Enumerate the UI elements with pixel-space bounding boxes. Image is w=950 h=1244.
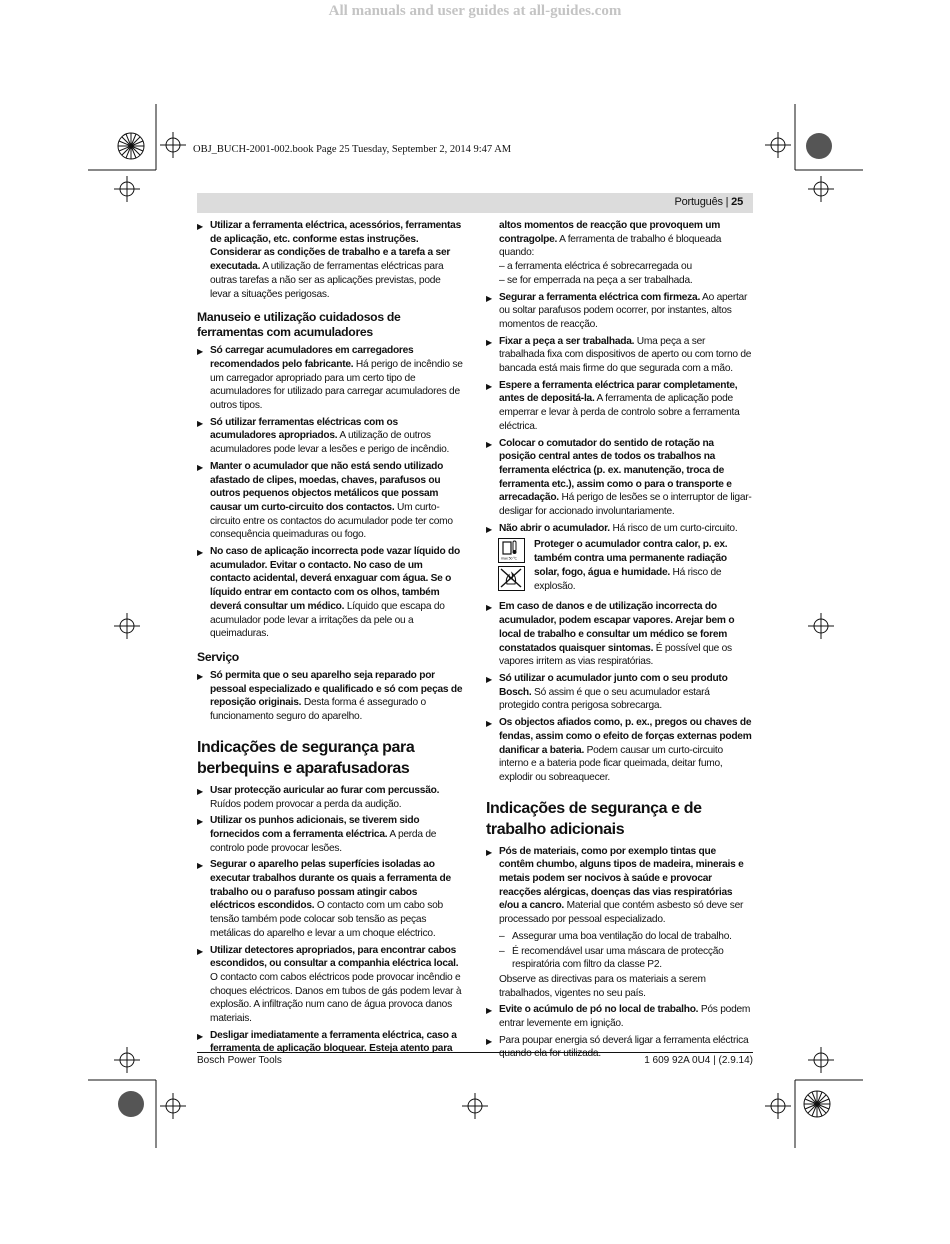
crosshair-bottom-left bbox=[160, 1093, 186, 1119]
registration-dot-bottom-left bbox=[118, 1091, 144, 1117]
footer-rule bbox=[197, 1052, 753, 1053]
bullet-item: ▶ Colocar o comutador do sentido de rotação na posição central antes de todos os trabalhos na ferramenta eléctrica (p. ex. manutenção, troca de ferramenta etc.), assim como o para o transporte e arrecadação. Há perigo de lesões se o interruptor de ligar-desligar for accionado involuntariamente. bbox=[486, 437, 752, 519]
bullet-item: ▶ Só carregar acumuladores em carregadores recomendados pelo fabricante. Há perigo de incêndio se um carregador apropriado para um certo tipo de acumuladores for utilizado para carregar acumuladores de outros tipos. bbox=[197, 344, 463, 413]
section-heading-drills: Indicações de segurança para berbequins e aparafusadoras bbox=[197, 738, 415, 777]
bullet-item: ▶ Só utilizar o acumulador junto com o seu produto Bosch. Só assim é que o seu acumulador estará protegido contra perigosa sobrecarga. bbox=[486, 672, 752, 713]
bullet-item: ▶ Desligar imediatamente a ferramenta eléctrica, caso a ferramenta de aplicação bloquear. Esteja atento para bbox=[197, 1029, 463, 1056]
crosshair-left-1 bbox=[114, 176, 140, 202]
crosshair-bottom-center bbox=[462, 1093, 488, 1119]
crosshair-right-3 bbox=[808, 1047, 834, 1073]
section-heading-batteries: Manuseio e utilização cuidadosos de ferramentas com acumuladores bbox=[197, 310, 401, 340]
bullet-item: ▶ Em caso de danos e de utilização incorrecta do acumulador, podem escapar vapores. Arejar bem o local de trabalho e consultar um médico se forem constatados quaisquer sintomas. É possível que os vapores irritem as vias respiratórias. bbox=[486, 600, 752, 669]
condition-line: – a ferramenta eléctrica é sobrecarregada ou bbox=[499, 261, 692, 273]
heat-warning-text: Proteger o acumulador contra calor, p. ex. também contra uma permanente radiação solar, fogo, água e humidade. Há risco de explosão. bbox=[534, 539, 728, 592]
dash-item: – Assegurar uma boa ventilação do local de trabalho. bbox=[486, 930, 752, 944]
crosshair-left-3 bbox=[114, 1047, 140, 1073]
bullet-item: ▶ Manter o acumulador que não está sendo utilizado afastado de clipes, moedas, chaves, parafusos ou outros pequenos objectos metálicos que possam causar um curto-circuito dos contactos. Um curto-circuito entre os contactos do acumulador pode ter como consequência queimaduras ou fogo. bbox=[197, 460, 463, 542]
dash-item: – É recomendável usar uma máscara de protecção respiratória com filtro da classe P2. bbox=[486, 945, 752, 972]
page-header-bar bbox=[197, 193, 753, 213]
svg-text:max 50 °C: max 50 °C bbox=[501, 556, 517, 561]
bullet-item: ▶ Só utilizar ferramentas eléctricas com os acumuladores apropriados. A utilização de outros acumuladores pode levar a lesões e perigo de incêndio. bbox=[197, 416, 463, 457]
footer-brand: Bosch Power Tools bbox=[197, 1055, 282, 1066]
bullet-item: ▶ Segurar o aparelho pelas superfícies isoladas ao executar trabalhos durante os quais a ferramenta de trabalho ou o parafuso possam atingir cabos eléctricos escondidos. O contacto com um cabo sob tensão também pode colocar sob tensão as peças metálicas do aparelho e levar a um choque eléctrico. bbox=[197, 858, 463, 940]
registration-star-bottom-right bbox=[804, 1091, 830, 1117]
temperature-warning-icon bbox=[498, 538, 525, 563]
bullet-item: ▶ Pós de materiais, como por exemplo tintas que contêm chumbo, alguns tipos de madeira, minerais e metais podem ser nocivos à saúde e provocar reacções alérgicas, doenças das vias respiratórias e/ou a cancro. Material que contém asbesto só deve ser processado por pessoal especializado. bbox=[486, 845, 752, 927]
heat-warning-block bbox=[486, 538, 752, 594]
book-info-line: OBJ_BUCH-2001-002.book Page 25 Tuesday, September 2, 2014 9:47 AM bbox=[193, 144, 512, 155]
crosshair-top-left bbox=[160, 132, 186, 158]
crosshair-left-2 bbox=[114, 613, 140, 639]
bullet-item: ▶ Só permita que o seu aparelho seja reparado por pessoal especializado e qualificado e só com peças de reposição originais. Desta forma é assegurado o funcionamento seguro do aparelho. bbox=[197, 669, 463, 724]
bullet-continuation: altos momentos de reacção que provoquem um contragolpe. A ferramenta de trabalho é bloqueada quando: – a ferramenta eléctrica é sobrecarregada ou – se for emperrada na peça a ser trabalhada. bbox=[486, 219, 752, 288]
crosshair-right-1 bbox=[808, 176, 834, 202]
page-number: 25 bbox=[731, 196, 743, 208]
watermark: All manuals and user guides at all-guides.com bbox=[328, 3, 622, 19]
section-heading-additional: Indicações de segurança e de trabalho adicionais bbox=[486, 799, 702, 838]
bullet-item: ▶ Os objectos afiados como, p. ex., pregos ou chaves de fendas, assim como o efeito de forças externas podem danificar a bateria. Podem causar um curto-circuito interno e a bateria pode ficar queimada, deitar fumo, explodir ou sobreaquecer. bbox=[486, 716, 752, 785]
crosshair-top-right bbox=[765, 132, 791, 158]
header-language: Português | bbox=[674, 196, 732, 208]
registration-dot-top-right bbox=[806, 133, 832, 159]
bullet-item: ▶ Para poupar energia só deverá ligar a ferramenta eléctrica quando ela for utilizada. bbox=[486, 1034, 752, 1061]
bullet-item: ▶ Segurar a ferramenta eléctrica com firmeza. Ao apertar ou soltar parafusos podem ocorrer, por instantes, altos momentos de reacção. bbox=[486, 291, 752, 332]
crosshair-right-2 bbox=[808, 613, 834, 639]
bullet-item: ▶ Utilizar a ferramenta eléctrica, acessórios, ferramentas de aplicação, etc. conforme estas instruções. Considerar as condições de trabalho e a tarefa a ser executada. A utilização de ferramentas eléctricas para outras tarefas a não ser as aplicações previstas, pode levar a situações perigosas. bbox=[197, 219, 463, 301]
left-column bbox=[197, 219, 463, 1059]
bullet-item: ▶ Evite o acúmulo de pó no local de trabalho. Pós podem entrar levemente em ignição. bbox=[486, 1003, 752, 1030]
bullet-item: ▶ Espere a ferramenta eléctrica parar completamente, antes de depositá-la. A ferramenta de aplicação pode emperrar e levar à perda de controlo sobre a ferramenta eléctrica. bbox=[486, 379, 752, 434]
bullet-item: ▶ Utilizar os punhos adicionais, se tiverem sido fornecidos com a ferramenta eléctrica. A perda de controlo pode provocar lesões. bbox=[197, 814, 463, 855]
no-fire-water-icon bbox=[498, 566, 525, 591]
bullet-item: ▶ Fixar a peça a ser trabalhada. Uma peça a ser trabalhada fixa com dispositivos de aperto ou com torno de bancada está mais firme do que segurada com a mão. bbox=[486, 335, 752, 376]
footer-doc-number: 1 609 92A 0U4 | (2.9.14) bbox=[644, 1055, 753, 1066]
section-heading-service: Serviço bbox=[197, 649, 239, 664]
right-column bbox=[486, 219, 752, 1064]
bullet-item: ▶ Não abrir o acumulador. Há risco de um curto-circuito. bbox=[486, 522, 752, 536]
bullet-item: ▶ Utilizar detectores apropriados, para encontrar cabos escondidos, ou consultar a companhia eléctrica local. O contacto com cabos eléctricos pode provocar incêndio e choques eléctricos. Danos em tubos de gás podem levar à explosão. A infiltração num cano de água provoca danos materiais. bbox=[197, 944, 463, 1026]
note-text: Observe as directivas para os materiais a serem trabalhados, vigentes no seu país. bbox=[499, 973, 706, 999]
registration-star-top-left bbox=[118, 133, 144, 159]
condition-line: – se for emperrada na peça a ser trabalhada. bbox=[499, 274, 693, 286]
bullet-item: ▶ Usar protecção auricular ao furar com percussão. Ruídos podem provocar a perda da audição. bbox=[197, 784, 463, 811]
bullet-item: ▶ No caso de aplicação incorrecta pode vazar líquido do acumulador. Evitar o contacto. No caso de um contacto acidental, deverá enxaguar com água. Se o líquido entrar em contacto com os olhos, também deverá consultar um médico. Líquido que escapa do acumulador pode levar a irritações da pele ou a queimaduras. bbox=[197, 545, 463, 641]
crosshair-bottom-right bbox=[765, 1093, 791, 1119]
